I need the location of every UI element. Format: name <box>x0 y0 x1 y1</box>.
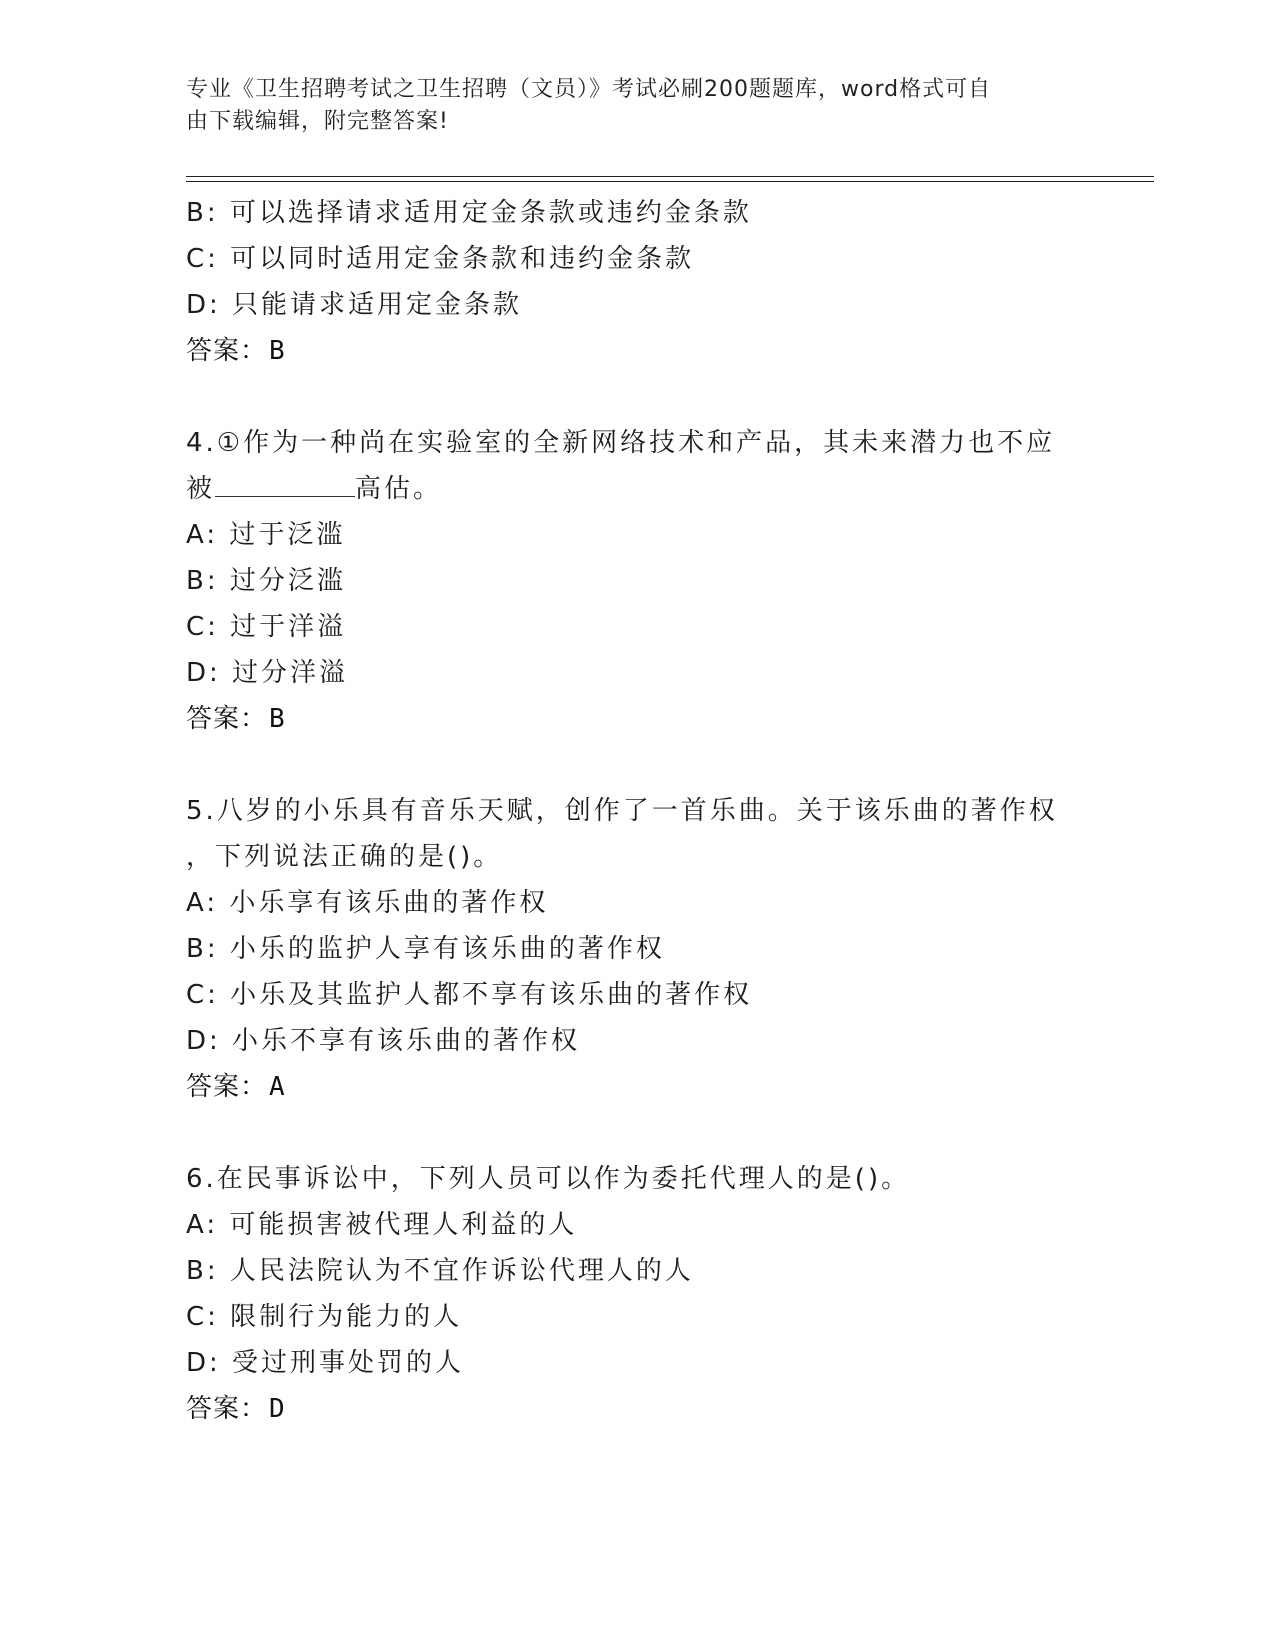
answer-label: 答案： <box>186 336 268 366</box>
option-d: D: 过分洋溢 <box>186 658 349 688</box>
answer-line <box>186 696 1086 742</box>
option-c: C: 可以同时适用定金条款和违约金条款 <box>186 244 695 274</box>
header-line-2: 由下载编辑，附完整答案! <box>186 109 449 134</box>
question-stem-line-1: 5.八岁的小乐具有音乐天赋，创作了一首乐曲。关于该乐曲的著作权 <box>186 796 1058 826</box>
option-d: D: 小乐不享有该乐曲的著作权 <box>186 1026 581 1056</box>
question-list <box>186 190 1086 1432</box>
question-stem-line-2 <box>186 466 1086 512</box>
answer-label: 答案： <box>186 1072 268 1102</box>
answer-line <box>186 1064 1086 1110</box>
header-divider-bottom <box>186 181 1154 182</box>
question-6 <box>186 1156 1086 1432</box>
question-5 <box>186 788 1086 1110</box>
option-c: C: 过于洋溢 <box>186 612 347 642</box>
answer-value: B <box>269 336 286 366</box>
answer-value: B <box>269 704 286 734</box>
answer-label: 答案： <box>186 704 268 734</box>
question-stem-line-1: 4.①作为一种尚在实验室的全新网络技术和产品，其未来潜力也不应 <box>186 428 1056 458</box>
option-c: C: 限制行为能力的人 <box>186 1302 463 1332</box>
answer-line <box>186 1386 1086 1432</box>
option-a: A: 过于泛滥 <box>186 520 346 550</box>
option-b: B: 人民法院认为不宜作诉讼代理人的人 <box>186 1256 694 1286</box>
stem-suffix: 高估。 <box>355 474 443 504</box>
option-d: D: 只能请求适用定金条款 <box>186 290 523 320</box>
answer-label: 答案： <box>186 1394 268 1424</box>
header-divider-top <box>186 176 1154 177</box>
question-3-continued <box>186 190 1086 374</box>
answer-value: A <box>269 1072 286 1102</box>
document-header <box>186 74 1066 138</box>
option-b: B: 小乐的监护人享有该乐曲的著作权 <box>186 934 665 964</box>
option-b: B: 可以选择请求适用定金条款或违约金条款 <box>186 198 752 228</box>
option-b: B: 过分泛滥 <box>186 566 346 596</box>
answer-value: D <box>269 1394 286 1424</box>
option-a: A: 可能损害被代理人利益的人 <box>186 1210 578 1240</box>
option-a: A: 小乐享有该乐曲的著作权 <box>186 888 549 918</box>
question-stem-line-1: 6.在民事诉讼中，下列人员可以作为委托代理人的是()。 <box>186 1164 911 1194</box>
answer-line <box>186 328 1086 374</box>
header-line-1: 专业《卫生招聘考试之卫生招聘（文员）》考试必刷200题题库，word格式可自 <box>186 77 992 102</box>
option-c: C: 小乐及其监护人都不享有该乐曲的著作权 <box>186 980 753 1010</box>
stem-prefix: 被 <box>186 474 216 504</box>
fill-in-blank <box>215 470 355 497</box>
question-4 <box>186 420 1086 742</box>
question-stem-line-2: ，下列说法正确的是()。 <box>186 842 503 872</box>
option-d: D: 受过刑事处罚的人 <box>186 1348 465 1378</box>
